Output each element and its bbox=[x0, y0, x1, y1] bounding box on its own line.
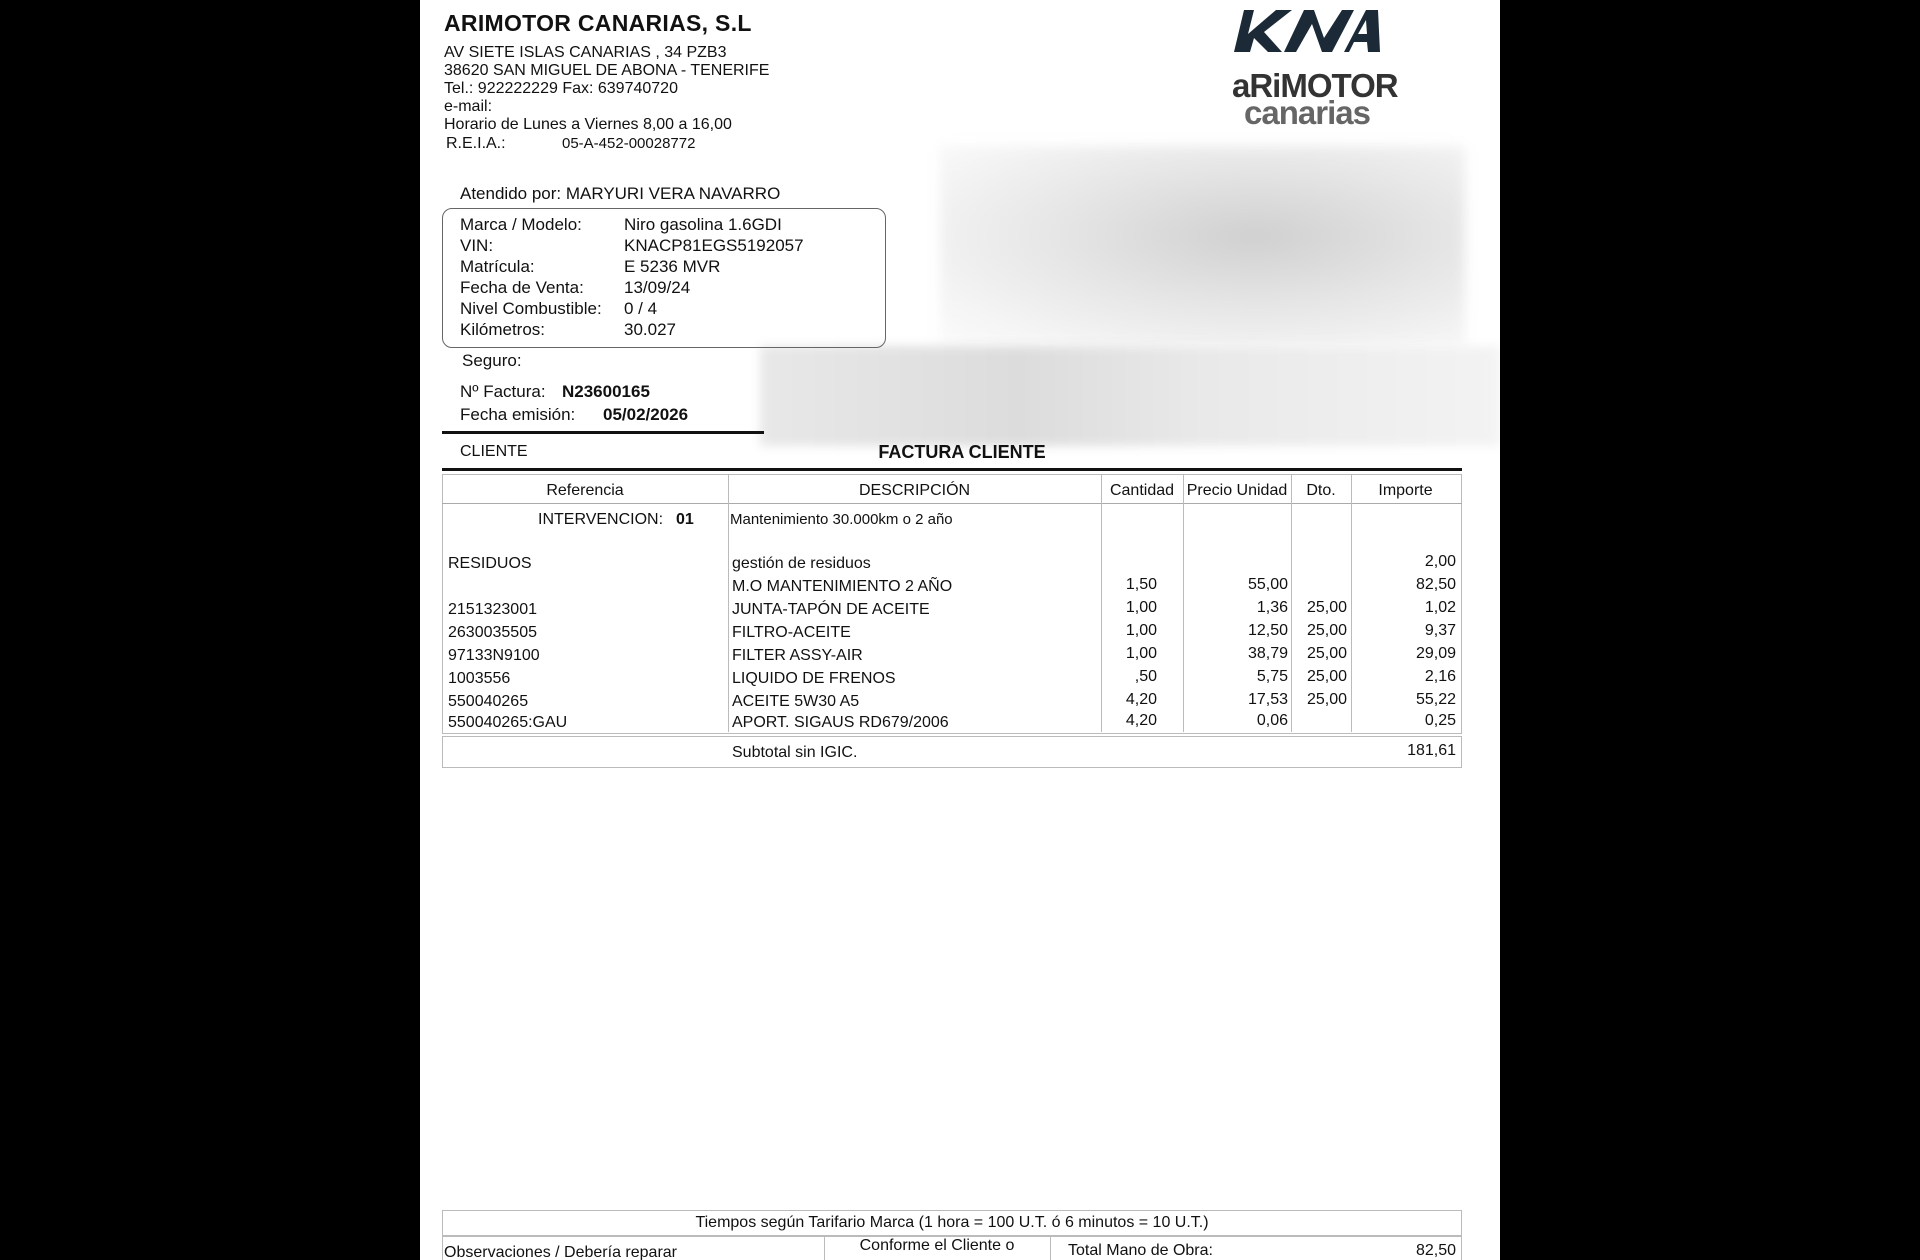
reia-value: 05-A-452-00028772 bbox=[562, 135, 696, 152]
vehicle-label: Fecha de Venta: bbox=[460, 278, 584, 297]
vehicle-sale-date: 13/09/24 bbox=[624, 278, 691, 297]
row-quantity: 1,50 bbox=[1125, 576, 1157, 593]
invoice-date: 05/02/2026 bbox=[603, 405, 689, 424]
row-unit-price: 5,75 bbox=[1256, 668, 1288, 685]
vehicle-label: Kilómetros: bbox=[460, 320, 546, 339]
row-unit-price: 38,79 bbox=[1247, 645, 1288, 662]
vehicle-vin: KNACP81EGS5192057 bbox=[624, 236, 804, 255]
row-description: JUNTA-TAPÓN DE ACEITE bbox=[732, 601, 930, 618]
column-header-reference: Referencia bbox=[546, 482, 624, 499]
customer-agreement-label: Conforme el Cliente o bbox=[859, 1237, 1015, 1254]
column-header-quantity: Cantidad bbox=[1109, 482, 1175, 499]
invoice-page bbox=[420, 0, 1500, 1260]
subtotal-value: 181,61 bbox=[1407, 742, 1456, 759]
column-header-unit-price: Precio Unidad bbox=[1186, 482, 1288, 499]
vehicle-label: Matrícula: bbox=[460, 257, 535, 276]
row-amount: 1,02 bbox=[1424, 599, 1456, 616]
column-divider bbox=[1183, 474, 1184, 732]
row-unit-price: 55,00 bbox=[1247, 576, 1288, 593]
footer-note: Tiempos según Tarifario Marca (1 hora = 100 U.T. ó 6 minutos = 10 U.T.) bbox=[695, 1214, 1209, 1231]
row-reference: 2630035505 bbox=[448, 624, 537, 641]
vehicle-label: Marca / Modelo: bbox=[460, 215, 582, 234]
row-reference: 2151323001 bbox=[448, 601, 537, 618]
divider bbox=[442, 431, 764, 434]
row-amount: 0,25 bbox=[1424, 712, 1456, 729]
company-name: ARIMOTOR CANARIAS, S.L bbox=[444, 10, 752, 36]
intervention-number: 01 bbox=[676, 511, 694, 528]
document-title: FACTURA CLIENTE bbox=[878, 442, 1046, 462]
column-header-amount: Importe bbox=[1378, 482, 1433, 499]
logo-text-arimotor: aRiMOTOR bbox=[1232, 67, 1398, 104]
column-divider bbox=[1101, 474, 1102, 732]
row-amount: 55,22 bbox=[1415, 691, 1456, 708]
invoice-date-label: Fecha emisión: bbox=[460, 405, 576, 424]
row-reference: 550040265 bbox=[448, 693, 529, 710]
row-amount: 2,00 bbox=[1424, 553, 1456, 570]
row-quantity: ,50 bbox=[1134, 668, 1157, 685]
vehicle-label: VIN: bbox=[460, 236, 494, 255]
table-header-divider bbox=[442, 503, 1462, 504]
total-labor-label: Total Mano de Obra: bbox=[1068, 1242, 1213, 1259]
row-quantity: 4,20 bbox=[1125, 691, 1157, 708]
row-unit-price: 17,53 bbox=[1247, 691, 1288, 708]
invoice-number: N23600165 bbox=[562, 382, 650, 401]
total-labor-value: 82,50 bbox=[1415, 1242, 1456, 1259]
vehicle-label: Nivel Combustible: bbox=[460, 299, 602, 318]
seguro-label: Seguro: bbox=[462, 351, 522, 370]
row-reference: RESIDUOS bbox=[448, 555, 532, 572]
row-quantity: 4,20 bbox=[1125, 712, 1157, 729]
row-reference: 97133N9100 bbox=[448, 647, 540, 664]
company-hours-line: Horario de Lunes a Viernes 8,00 a 16,00 bbox=[444, 116, 732, 133]
row-description: FILTER ASSY-AIR bbox=[732, 647, 863, 664]
row-reference: 1003556 bbox=[448, 670, 511, 687]
row-unit-price: 12,50 bbox=[1247, 622, 1288, 639]
kia-logo-icon bbox=[1232, 8, 1382, 54]
row-discount: 25,00 bbox=[1306, 645, 1347, 662]
row-description: LIQUIDO DE FRENOS bbox=[732, 670, 896, 687]
intervention-label: INTERVENCION: bbox=[538, 511, 664, 528]
row-description: M.O MANTENIMIENTO 2 AÑO bbox=[732, 578, 953, 595]
subtotal-box bbox=[442, 736, 1462, 768]
company-email-line: e-mail: bbox=[444, 98, 493, 115]
client-label: CLIENTE bbox=[460, 443, 528, 460]
redacted-area bbox=[940, 146, 1465, 346]
row-discount: 25,00 bbox=[1306, 691, 1347, 708]
row-discount: 25,00 bbox=[1306, 599, 1347, 616]
row-unit-price: 1,36 bbox=[1256, 599, 1288, 616]
row-amount: 82,50 bbox=[1415, 576, 1456, 593]
row-reference: 550040265:GAU bbox=[448, 714, 568, 731]
invoice-number-label: Nº Factura: bbox=[460, 382, 546, 401]
row-quantity: 1,00 bbox=[1125, 645, 1157, 662]
row-quantity: 1,00 bbox=[1125, 599, 1157, 616]
company-address-line: 38620 SAN MIGUEL DE ABONA - TENERIFE bbox=[444, 62, 770, 79]
row-amount: 9,37 bbox=[1424, 622, 1456, 639]
column-divider bbox=[1050, 1236, 1051, 1260]
row-description: APORT. SIGAUS RD679/2006 bbox=[732, 714, 949, 731]
vehicle-model: Niro gasolina 1.6GDI bbox=[624, 215, 782, 234]
vehicle-mileage: 30.027 bbox=[624, 320, 676, 339]
company-phone-line: Tel.: 922222229 Fax: 639740720 bbox=[444, 80, 678, 97]
row-discount: 25,00 bbox=[1306, 622, 1347, 639]
company-address-line: AV SIETE ISLAS CANARIAS , 34 PZB3 bbox=[444, 44, 727, 61]
row-discount: 25,00 bbox=[1306, 668, 1347, 685]
column-divider bbox=[1291, 474, 1292, 732]
column-divider bbox=[1351, 474, 1352, 732]
attended-by: Atendido por: MARYURI VERA NAVARRO bbox=[460, 184, 781, 203]
row-amount: 2,16 bbox=[1424, 668, 1456, 685]
row-quantity: 1,00 bbox=[1125, 622, 1157, 639]
redacted-area bbox=[760, 346, 1500, 446]
subtotal-label: Subtotal sin IGIC. bbox=[732, 744, 858, 761]
row-description: gestión de residuos bbox=[732, 555, 871, 572]
observations-label: Observaciones / Debería reparar bbox=[444, 1244, 677, 1260]
vehicle-plate: E 5236 MVR bbox=[624, 257, 721, 276]
logo-text-canarias: canarias bbox=[1244, 94, 1370, 131]
divider bbox=[442, 468, 1462, 471]
intervention-description: Mantenimiento 30.000km o 2 año bbox=[730, 511, 953, 528]
column-header-description: DESCRIPCIÓN bbox=[858, 482, 971, 499]
column-header-discount: Dto. bbox=[1306, 482, 1336, 499]
row-description: FILTRO-ACEITE bbox=[732, 624, 851, 641]
row-amount: 29,09 bbox=[1415, 645, 1456, 662]
vehicle-fuel-level: 0 / 4 bbox=[624, 299, 658, 318]
column-divider bbox=[728, 474, 729, 732]
reia-label: R.E.I.A.: bbox=[446, 135, 506, 152]
row-description: ACEITE 5W30 A5 bbox=[732, 693, 860, 710]
row-unit-price: 0,06 bbox=[1256, 712, 1288, 729]
